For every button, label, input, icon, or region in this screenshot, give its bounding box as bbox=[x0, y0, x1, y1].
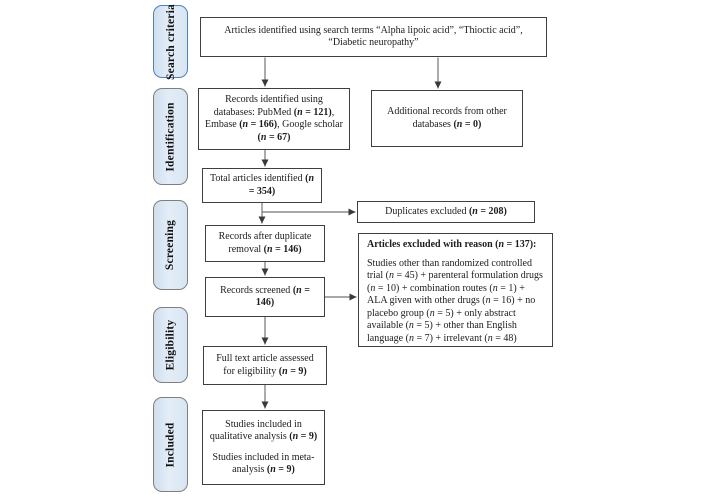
box-total-articles: Total articles identified (n = 354) bbox=[202, 168, 322, 203]
stage-search-criteria bbox=[153, 5, 188, 78]
stage-identification bbox=[153, 88, 188, 185]
stage-eligibility-label: Eligibility bbox=[164, 319, 177, 371]
stage-screening bbox=[153, 200, 188, 290]
box-search-terms: Articles identified using search terms “Alpha lipoic acid”, “Thioctic acid”, “Diabetic neuropathy” bbox=[200, 17, 547, 57]
box-records-screened: Records screened (n = 146) bbox=[205, 277, 325, 317]
box-full-text-assessed: Full text article assessed for eligibility (n = 9) bbox=[203, 346, 327, 385]
box-articles-excluded-with-reason: Articles excluded with reason (n = 137): Studies other than randomized controlled trial (n = 45) + parenteral formulation drugs (n = 10) + combination routes (n = 1) + ALA given with other drugs (n = 16) + no placebo group (n = 5) + only abstract available (n = 5) + other than English language (n = 7) + irrelevant (n = 48) bbox=[358, 233, 553, 347]
stage-included bbox=[153, 397, 188, 492]
box-records-after-duplicate-removal: Records after duplicate removal (n = 146) bbox=[205, 225, 325, 262]
stage-screening-label: Screening bbox=[164, 219, 177, 271]
stage-included-label: Included bbox=[164, 421, 177, 468]
stage-search-criteria-label: Search criteria bbox=[164, 3, 177, 80]
box-additional-records: Additional records from other databases (n = 0) bbox=[371, 90, 523, 147]
box-records-identified: Records identified using databases: PubMed (n = 121), Embase (n = 166), Google scholar (n = 67) bbox=[198, 88, 350, 150]
box-duplicates-excluded: Duplicates excluded (n = 208) bbox=[357, 201, 535, 223]
box-studies-included: Studies included in qualitative analysis (n = 9) Studies included in meta-analysis (n = 9) bbox=[202, 410, 325, 485]
stage-identification-label: Identification bbox=[164, 101, 177, 172]
stage-eligibility bbox=[153, 307, 188, 383]
